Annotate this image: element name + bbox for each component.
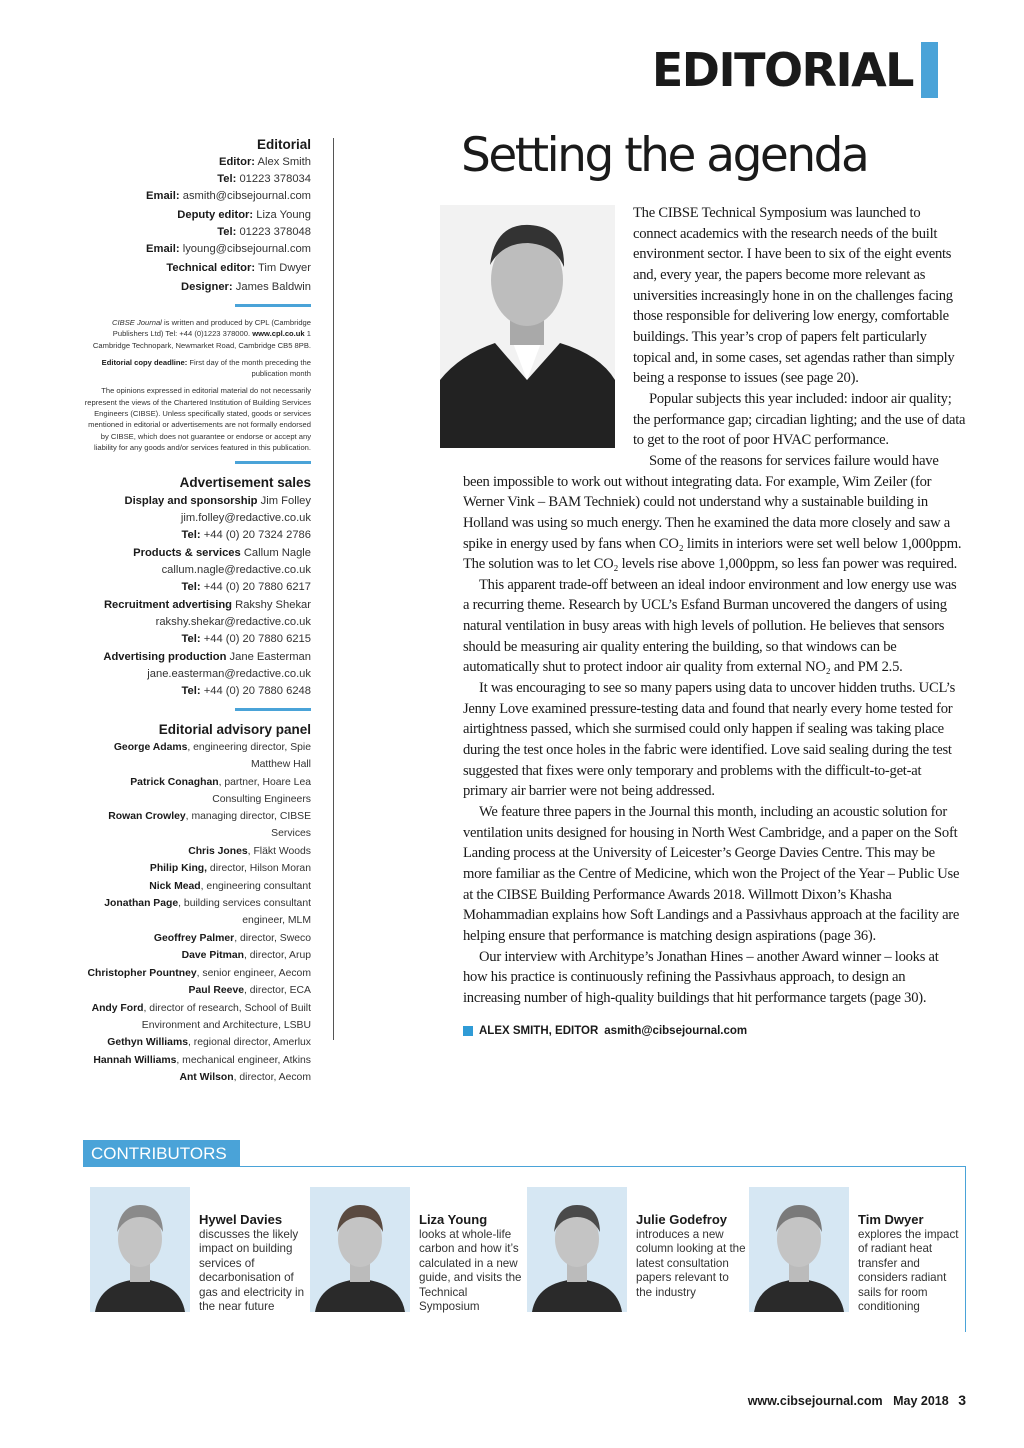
staff-value[interactable]: asmith@cibsejournal.com	[182, 190, 311, 202]
byline-author: ALEX SMITH, EDITOR	[479, 1025, 599, 1037]
panel-member	[80, 878, 311, 895]
ad-name: Rakshy Shekar	[235, 599, 311, 612]
divider	[235, 461, 311, 464]
contributor-text	[636, 1213, 746, 1312]
panel-member	[80, 860, 311, 877]
staff-row	[80, 188, 311, 205]
member-role: , director, Arup	[244, 950, 311, 962]
deadline-text: First day of the month preceding the publication month	[187, 357, 311, 379]
article-paragraph: This apparent trade-off between an ideal indoor environment and low energy use was a recurring theme. Research by UCL’s Esfand Burman uncovered the dangers of using natural ventilation in busy areas with high levels of pollution. He believes that sensors should be measuring air quality entering the building, so that windows can be automatically shut to protect indoor air quality from external NO₂ and PM 2.5.	[463, 576, 957, 676]
ad-tel-row	[80, 527, 311, 544]
ad-role-row	[80, 597, 311, 614]
contributors-rule	[83, 1166, 966, 1167]
tel-label: Tel:	[181, 581, 201, 594]
ad-email[interactable]: rakshy.shekar@redactive.co.uk	[155, 616, 311, 629]
contributor-photo	[90, 1187, 190, 1312]
panel-member	[80, 965, 311, 982]
article-paragraph: The CIBSE Technical Symposium was launched to connect academics with the research needs of the built environment sector. I have been to six of the eight events and, every year, the papers become more relevant as universities increasingly hone in on the challenges facing those responsible for delivering low energy, comfortable buildings. This year’s crop of papers felt particularly topical and, in some cases, set agendas rather than simply being a response to issues (see page 20).	[633, 205, 955, 387]
ad-role: Display and sponsorship	[124, 495, 258, 508]
staff-row	[80, 224, 311, 241]
advisory-panel-list	[80, 739, 311, 1086]
publisher-address: 1 Cambridge Technopark, Newmarket Road, Cambridge CB5 8PB.	[92, 329, 311, 350]
staff-value: James Baldwin	[235, 281, 311, 293]
byline-square-icon	[463, 1026, 473, 1036]
contributor-name: Liza Young	[419, 1212, 488, 1227]
staff-value[interactable]: lyoung@cibsejournal.com	[182, 243, 311, 255]
contributors-label: CONTRIBUTORS	[83, 1140, 240, 1167]
contributor-photo	[749, 1187, 849, 1312]
contributor-card	[749, 1187, 968, 1315]
ad-contact	[80, 597, 311, 648]
staff-label: Technical editor:	[166, 262, 256, 274]
section-title-text: EDITORIAL	[651, 43, 913, 97]
contributor-text	[419, 1213, 529, 1315]
panel-member	[80, 982, 311, 999]
member-role: , engineering director, Spie Matthew Hall	[187, 742, 311, 771]
staff-value: Alex Smith	[257, 156, 311, 168]
member-role: , managing director, CIBSE Services	[185, 811, 311, 840]
staff-value: 01223 378048	[239, 226, 311, 238]
ad-name: Callum Nagle	[243, 547, 311, 560]
article-paragraph: Some of the reasons for services failure would have been impossible to work out without integrating data. For example, Wim Zeiler (for Werner Vink – BAM Techniek) could not understand why a sustainable building in Holland was using so much energy. Then he examined the data more closely and saw a spike in energy used by fans when CO₂ limits in interiors were set well below 1,000ppm. The solution was to let CO₂ levels rise above 1,000ppm, so less fan power was required.	[463, 452, 962, 573]
member-role: , building services consultant engineer, MLM	[178, 898, 311, 927]
ad-name: Jane Easterman	[229, 651, 311, 664]
member-role: , director of research, School of Built Environment and Architecture, LSBU	[141, 1002, 311, 1031]
panel-member	[80, 808, 311, 842]
ad-contact	[80, 649, 311, 700]
panel-member	[80, 930, 311, 947]
panel-member	[80, 843, 311, 860]
member-name: Hannah Williams	[93, 1054, 177, 1066]
ad-email[interactable]: callum.nagle@redactive.co.uk	[161, 564, 311, 577]
article-body	[463, 203, 966, 1009]
sidebar	[80, 136, 311, 1087]
ad-role-row	[80, 545, 311, 562]
ad-email[interactable]: jane.easterman@redactive.co.uk	[147, 668, 311, 681]
contributor-card	[310, 1187, 529, 1315]
contributor-name: Julie Godefroy	[636, 1212, 728, 1227]
member-role: , partner, Hoare Lea Consulting Engineers	[212, 776, 311, 805]
member-name: Rowan Crowley	[108, 811, 186, 823]
disclaimer: The opinions expressed in editorial material do not necessarily represent the views of the Chartered Institution of Building Services Engineers (CIBSE). Unless specifically stated, goods or services mentioned in editorial or advertisements are not formally endorsed by CIBSE, which does not guarantee or endorse or accept any liability for any goods and/or services featured in this publication.	[84, 386, 311, 452]
member-role: , director, Aecom	[233, 1072, 311, 1084]
member-name: Geoffrey Palmer	[153, 932, 235, 944]
article-paragraph: We feature three papers in the Journal this month, including an acoustic solution for ventilation units designed for housing in North West Cambridge, and a paper on the Soft Landing process at the University of Leicester’s George Davies Centre. This may be more familiar as the Centre of Medicine, which won the Project of the Year – Public Use at the CIBSE Building Performance Awards 2018. Willmott Dixon’s Khasha Mohammadian explains how Soft Landings and a Passivhaus approach at the facility are helping ensure that performance is matching design aspirations (page 36).	[463, 804, 960, 944]
staff-list	[80, 154, 311, 296]
publisher-text: is written and produced by CPL (Cambridge Publishers Ltd) Tel: +44 (0)1223 378000.	[112, 318, 311, 339]
tel-label: Tel:	[181, 529, 201, 542]
publisher-info	[80, 317, 311, 351]
member-name: Chris Jones	[188, 845, 248, 857]
section-title	[652, 42, 938, 98]
editor-photo	[440, 205, 615, 448]
staff-label: Deputy editor:	[177, 209, 254, 221]
staff-row	[80, 279, 311, 296]
byline-email[interactable]: asmith@cibsejournal.com	[604, 1025, 748, 1037]
contributor-photo	[310, 1187, 410, 1312]
accent-bar	[921, 42, 938, 98]
staff-label: Email:	[146, 243, 180, 255]
member-role: , director, ECA	[244, 985, 311, 997]
staff-label: Designer:	[181, 281, 233, 293]
staff-value: Tim Dwyer	[257, 262, 311, 274]
member-role: director, Hilson Moran	[207, 863, 311, 875]
member-name: George Adams	[113, 742, 188, 754]
ad-contacts	[80, 493, 311, 700]
staff-row	[80, 207, 311, 224]
page-footer	[748, 1392, 966, 1408]
member-name: Nick Mead	[149, 880, 201, 892]
ad-role: Products & services	[133, 547, 241, 560]
member-name: Paul Reeve	[188, 985, 244, 997]
copy-deadline	[80, 357, 311, 380]
contributor-blurb: introduces a new column looking at the latest consultation papers relevant to the industry	[636, 1227, 746, 1299]
staff-label: Tel:	[217, 226, 237, 238]
member-name: Gethyn Williams	[107, 1037, 188, 1049]
member-role: , engineering consultant	[200, 880, 311, 892]
staff-label: Editor:	[218, 156, 256, 168]
column-divider	[333, 138, 334, 1040]
contributor-blurb: looks at whole-life carbon and how it’s calculated in a new guide, and visits the Technical Symposium	[419, 1227, 522, 1313]
advisory-panel-heading: Editorial advisory panel	[158, 722, 311, 738]
member-name: Dave Pitman	[181, 950, 244, 962]
footer-url[interactable]: www.cibsejournal.com	[747, 1394, 883, 1408]
panel-member	[80, 1069, 311, 1086]
ad-email[interactable]: jim.folley@redactive.co.uk	[180, 512, 311, 525]
deadline-label: Editorial copy deadline:	[101, 357, 188, 367]
panel-member	[80, 1000, 311, 1034]
journal-name: CIBSE Journal	[112, 318, 162, 327]
member-name: Jonathan Page	[104, 898, 179, 910]
ad-tel: +44 (0) 20 7324 2786	[203, 529, 311, 542]
editorial-heading: Editorial	[256, 137, 311, 152]
ad-tel-row	[80, 683, 311, 700]
divider	[235, 304, 311, 307]
staff-value: Liza Young	[256, 209, 311, 221]
staff-row	[80, 260, 311, 277]
ad-name: Jim Folley	[260, 495, 311, 508]
member-name: Patrick Conaghan	[130, 776, 219, 788]
divider	[235, 708, 311, 711]
member-name: Andy Ford	[91, 1002, 144, 1014]
member-name: Christopher Pountney	[87, 967, 197, 979]
tel-label: Tel:	[181, 685, 201, 698]
contributor-text	[858, 1213, 968, 1315]
ad-tel: +44 (0) 20 7880 6217	[203, 581, 311, 594]
article-paragraph: It was encouraging to see so many papers using data to uncover hidden truths. UCL’s Jenny Love examined pressure-testing data and found that nearly every home tested for airtightness passed, which she surmised could only happen if sealing was taking place during the test once holes in the fabric were identified. Love said sealing during the test suggested that fixes were only temporary and problems with the difficult-to-get-at primary air barrier were not being addressed.	[463, 680, 956, 800]
panel-member	[80, 774, 311, 808]
ad-role: Advertising production	[103, 651, 227, 664]
contributor-blurb: explores the impact of radiant heat transfer and considers radiant sails for room conditioning	[858, 1227, 959, 1313]
member-role: , director, Sweco	[234, 932, 311, 944]
contributor-card	[527, 1187, 746, 1312]
panel-member	[80, 1052, 311, 1069]
contributor-name: Tim Dwyer	[858, 1212, 924, 1227]
member-role: , mechanical engineer, Atkins	[176, 1054, 311, 1066]
member-role: , regional director, Amerlux	[187, 1037, 311, 1049]
contributor-photo	[527, 1187, 627, 1312]
staff-row	[80, 154, 311, 171]
ad-tel-row	[80, 631, 311, 648]
panel-member	[80, 947, 311, 964]
publisher-link[interactable]: www.cpl.co.uk	[252, 329, 305, 339]
staff-row	[80, 241, 311, 258]
contributor-card	[90, 1187, 309, 1315]
member-name: Philip King,	[149, 863, 208, 875]
member-role: , senior engineer, Aecom	[196, 967, 311, 979]
contributor-name: Hywel Davies	[199, 1212, 283, 1227]
ad-tel: +44 (0) 20 7880 6215	[203, 633, 311, 646]
ad-role-row	[80, 493, 311, 510]
ad-role-row	[80, 649, 311, 666]
page-number: 3	[958, 1392, 966, 1408]
tel-label: Tel:	[181, 633, 201, 646]
footer-date: May 2018	[893, 1394, 949, 1408]
ad-role: Recruitment advertising	[103, 599, 233, 612]
panel-member	[80, 739, 311, 773]
ad-contact	[80, 493, 311, 544]
staff-label: Email:	[146, 190, 180, 202]
contributor-blurb: discusses the likely impact on building services of decarbonisation of gas and electricity in the near future	[199, 1227, 305, 1313]
ad-tel-row	[80, 579, 311, 596]
staff-row	[80, 171, 311, 188]
staff-value: 01223 378034	[239, 173, 311, 185]
headline: Setting the agenda	[461, 128, 868, 183]
panel-member	[80, 895, 311, 929]
member-name: Ant Wilson	[179, 1072, 234, 1084]
ad-tel: +44 (0) 20 7880 6248	[203, 685, 311, 698]
panel-member	[80, 1034, 311, 1051]
article-paragraph: Our interview with Architype’s Jonathan Hines – another Award winner – looks at how his practice is continuously refining the Passivhaus approach, to design an increasing number of high-quality buildings that hit performance targets (page 30).	[463, 948, 939, 1006]
byline	[463, 1025, 747, 1037]
ad-sales-heading: Advertisement sales	[179, 475, 311, 491]
article-paragraph: Popular subjects this year included: indoor air quality; the performance gap; circadian lighting; and the use of data to get to the root of poor HVAC performance.	[633, 390, 966, 449]
ad-contact	[80, 545, 311, 596]
member-role: , Fläkt Woods	[247, 845, 311, 857]
staff-label: Tel:	[217, 173, 237, 185]
contributor-text	[199, 1213, 309, 1315]
